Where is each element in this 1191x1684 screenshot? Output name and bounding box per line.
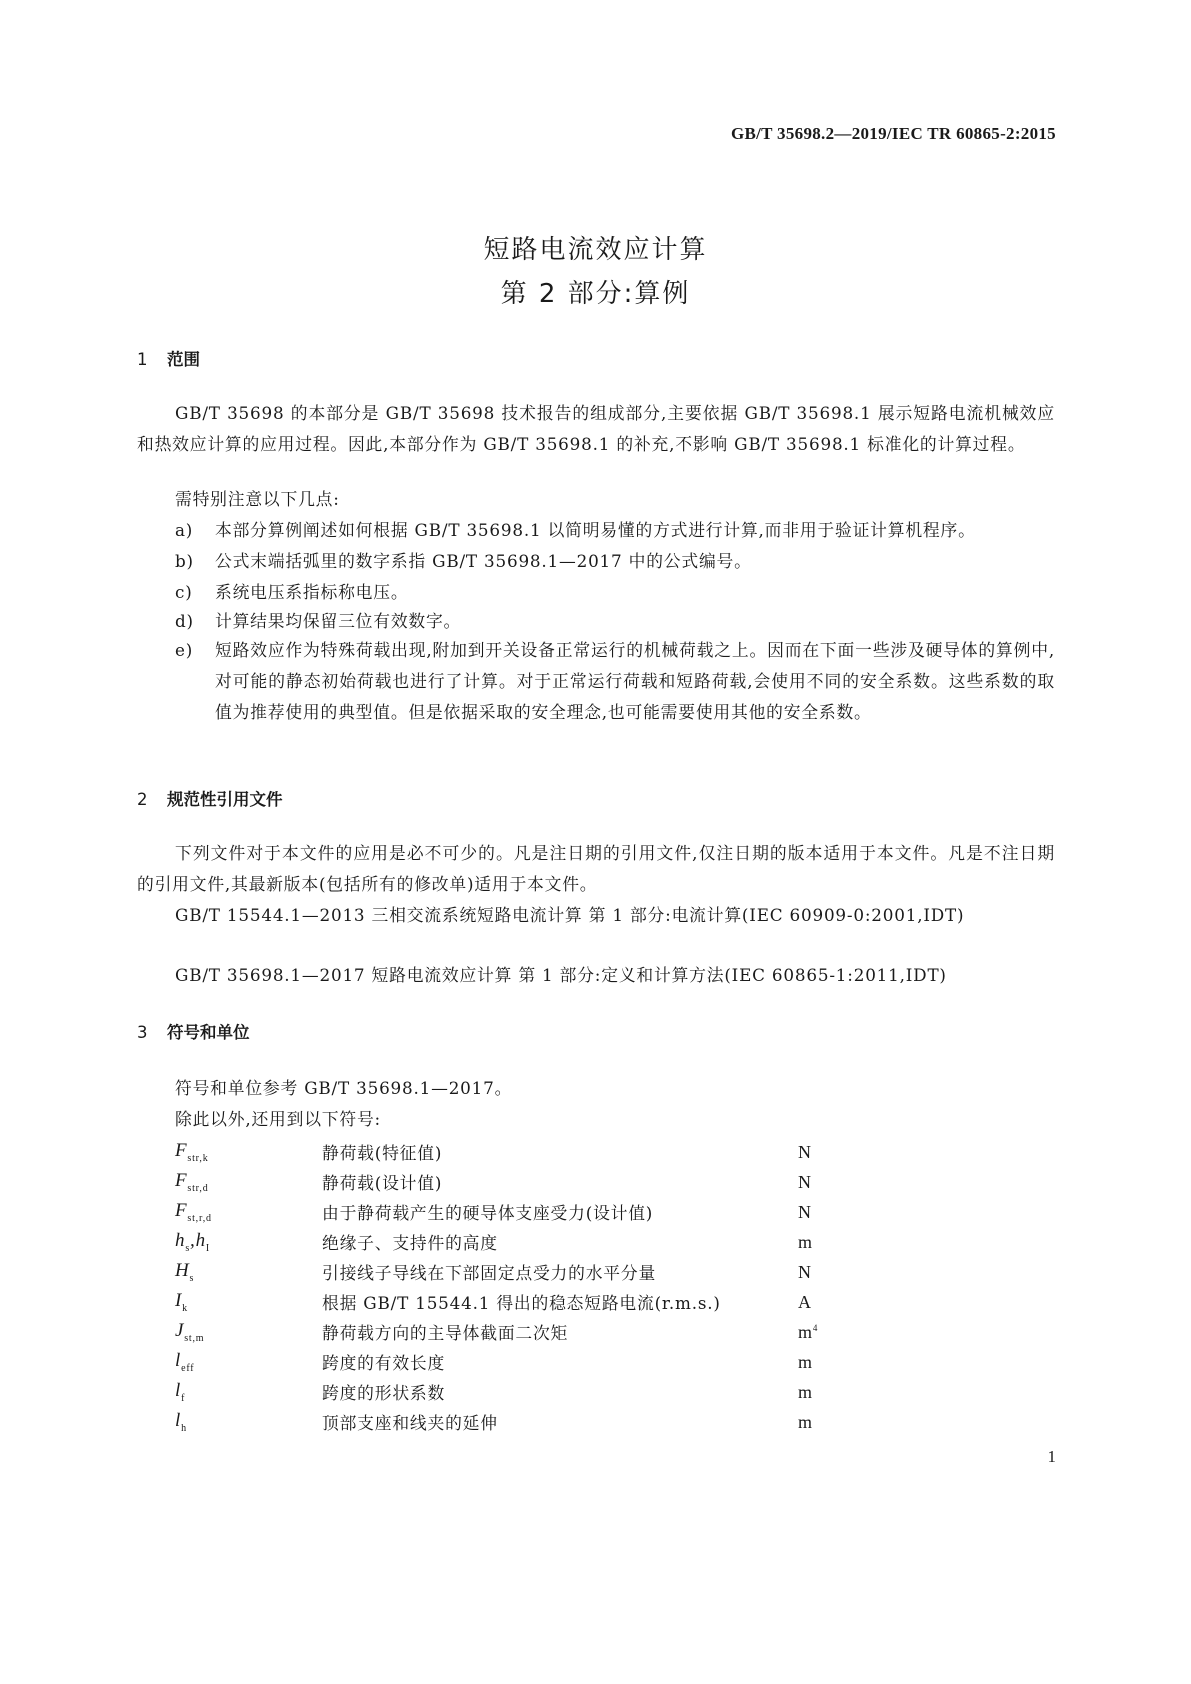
table-row xyxy=(175,1197,875,1227)
document-title: 短路电流效应计算 xyxy=(483,235,708,265)
list-item xyxy=(175,577,1055,608)
symbol-description: 跨度的有效长度 xyxy=(322,1353,446,1373)
symbol-unit: N xyxy=(798,1141,812,1162)
symbol-unit: m xyxy=(798,1231,813,1252)
list-text: 系统电压系指标称电压。 xyxy=(215,582,409,602)
list-marker: a) xyxy=(175,520,194,540)
table-row xyxy=(175,1257,875,1287)
symbol: $l_h$ xyxy=(175,1410,187,1434)
symbol-unit: N xyxy=(798,1171,812,1192)
symbols-extra-intro: 除此以外,还用到以下符号: xyxy=(175,1109,381,1129)
list-text: 本部分算例阐述如何根据 GB/T 35698.1 以简明易懂的方式进行计算,而非用于验证计算机程序。 xyxy=(215,520,976,540)
page-number: 1 xyxy=(1047,1447,1056,1466)
normative-reference: GB/T 35698.1—2017 短路电流效应计算 第 1 部分:定义和计算方法(IEC 60865-1:2011,IDT) xyxy=(175,965,947,985)
section-3-heading xyxy=(137,1019,250,1043)
table-row xyxy=(175,1227,875,1257)
list-item xyxy=(175,635,1055,728)
normative-intro-paragraph: 下列文件对于本文件的应用是必不可少的。凡是注日期的引用文件,仅注日期的版本适用于本文件。凡是不注日期的引用文件,其最新版本(包括所有的修改单)适用于本文件。 xyxy=(137,843,1055,894)
table-row xyxy=(175,1377,875,1407)
list-marker: e) xyxy=(175,640,194,660)
symbol-description: 跨度的形状系数 xyxy=(322,1383,446,1403)
symbol: $h_s,h_I$ xyxy=(175,1230,211,1254)
table-row xyxy=(175,1137,875,1167)
notes-intro: 需特别注意以下几点: xyxy=(175,489,340,509)
symbol: $J_{st,m}$ xyxy=(175,1320,205,1344)
list-item xyxy=(175,515,1055,546)
symbol: $F_{str,d}$ xyxy=(175,1170,209,1194)
section-number: 2 xyxy=(137,790,148,809)
list-text: 计算结果均保留三位有效数字。 xyxy=(215,611,462,631)
symbol: $F_{str,k}$ xyxy=(175,1140,209,1164)
standard-code: GB/T 35698.2—2019/IEC TR 60865-2:2015 xyxy=(730,124,1056,143)
table-row xyxy=(175,1287,875,1317)
symbol: $F_{st,r,d}$ xyxy=(175,1200,212,1224)
symbol-unit: m xyxy=(798,1351,813,1372)
list-marker: b) xyxy=(175,551,194,571)
symbol-unit: N xyxy=(798,1261,812,1282)
symbol-unit: A xyxy=(798,1291,812,1312)
symbol-description: 引接线子导线在下部固定点受力的水平分量 xyxy=(322,1263,657,1283)
symbol-description: 静荷载(设计值) xyxy=(322,1173,443,1193)
document-subtitle: 第 2 部分:算例 xyxy=(500,279,691,309)
symbol-unit: N xyxy=(798,1201,812,1222)
list-text: 公式末端括弧里的数字系指 GB/T 35698.1—2017 中的公式编号。 xyxy=(215,551,752,571)
section-title: 规范性引用文件 xyxy=(167,790,283,809)
symbols-reference-line: 符号和单位参考 GB/T 35698.1—2017。 xyxy=(175,1078,513,1098)
list-item xyxy=(175,546,1055,577)
list-item xyxy=(175,606,1055,637)
symbol: $l_f$ xyxy=(175,1380,186,1404)
symbol-unit: m xyxy=(798,1381,813,1402)
section-2-heading xyxy=(137,786,283,810)
symbol-description: 顶部支座和线夹的延伸 xyxy=(322,1413,498,1433)
symbol-description: 根据 GB/T 15544.1 得出的稳态短路电流(r.m.s.) xyxy=(322,1293,721,1313)
section-number: 3 xyxy=(137,1023,148,1042)
symbol-description: 由于静荷载产生的硬导体支座受力(设计值) xyxy=(322,1203,654,1223)
table-row xyxy=(175,1317,875,1347)
table-row xyxy=(175,1407,875,1437)
list-marker: d) xyxy=(175,611,194,631)
symbol: $l_{eff}$ xyxy=(175,1350,195,1374)
section-title: 范围 xyxy=(167,350,200,369)
normative-reference: GB/T 15544.1—2013 三相交流系统短路电流计算 第 1 部分:电流计算(IEC 60909-0:2001,IDT) xyxy=(175,905,965,925)
symbol-table xyxy=(175,1137,875,1437)
symbol-description: 静荷载方向的主导体截面二次矩 xyxy=(322,1323,569,1343)
symbol: $I_k$ xyxy=(175,1290,188,1314)
symbol-unit: m xyxy=(798,1411,813,1432)
table-row xyxy=(175,1347,875,1377)
section-title: 符号和单位 xyxy=(167,1023,250,1042)
list-text: 短路效应作为特殊荷载出现,附加到开关设备正常运行的机械荷载之上。因而在下面一些涉及硬导体的算例中,对可能的静态初始荷载也进行了计算。对于正常运行荷载和短路荷载,会使用不同的安全系数。这些系数的取值为推荐使用的典型值。但是依据采取的安全理念,也可能需要使用其他的安全系数。 xyxy=(215,640,1055,722)
symbol: $H_s$ xyxy=(175,1260,195,1284)
symbol-description: 静荷载(特征值) xyxy=(322,1143,443,1163)
symbol-description: 绝缘子、支持件的高度 xyxy=(322,1233,498,1253)
scope-paragraph: GB/T 35698 的本部分是 GB/T 35698 技术报告的组成部分,主要依据 GB/T 35698.1 展示短路电流机械效应和热效应计算的应用过程。因此,本部分作为 GB/T 35698.1 的补充,不影响 GB/T 35698.1 标准化的计算过程。 xyxy=(137,403,1055,454)
section-1-heading xyxy=(137,346,200,370)
table-row xyxy=(175,1167,875,1197)
symbol-unit: $m^4$ xyxy=(798,1321,819,1342)
list-marker: c) xyxy=(175,582,193,602)
section-number: 1 xyxy=(137,350,148,369)
